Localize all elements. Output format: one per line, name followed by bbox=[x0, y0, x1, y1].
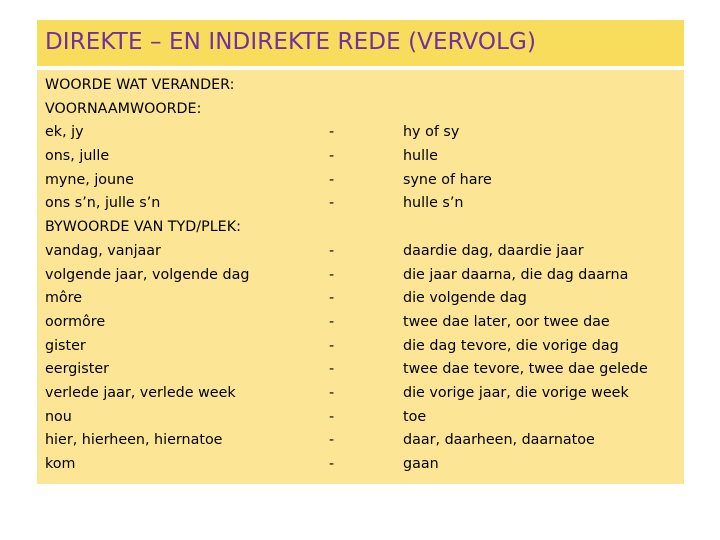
indirect-word bbox=[403, 216, 683, 240]
direct-word: vandag, vanjaar bbox=[45, 242, 161, 259]
direct-word: hier, hierheen, hiernatoe bbox=[45, 432, 223, 449]
direct-word: BYWOORDE VAN TYD/PLEK: bbox=[45, 219, 241, 236]
dash: - bbox=[329, 148, 335, 165]
dash: - bbox=[329, 337, 335, 354]
dash bbox=[329, 74, 349, 98]
indirect-word: die volgende dag bbox=[403, 290, 527, 307]
direct-word: VOORNAAMWOORDE: bbox=[45, 100, 202, 117]
direct-word: ek, jy bbox=[45, 124, 84, 141]
indirect-word bbox=[403, 74, 683, 98]
direct-word: nou bbox=[45, 408, 72, 425]
dash: - bbox=[329, 242, 335, 259]
dash: - bbox=[329, 313, 335, 330]
indirect-word: syne of hare bbox=[403, 171, 492, 188]
dash: - bbox=[329, 456, 335, 472]
indirect-word: die vorige jaar, die vorige week bbox=[403, 384, 629, 401]
direct-word: volgende jaar, volgende dag bbox=[45, 266, 250, 283]
dash bbox=[329, 216, 349, 240]
dash: - bbox=[329, 384, 335, 401]
dash-column bbox=[329, 74, 349, 477]
indirect-word: hulle bbox=[403, 148, 438, 165]
direct-word: oormôre bbox=[45, 313, 106, 330]
indirect-word: gaan bbox=[403, 456, 439, 472]
title-bar bbox=[37, 20, 684, 66]
indirect-word: twee dae tevore, twee dae gelede bbox=[403, 361, 648, 378]
direct-word: eergister bbox=[45, 361, 109, 378]
direct-word: ons, julle bbox=[45, 148, 110, 165]
dash: - bbox=[329, 195, 335, 212]
dash: - bbox=[329, 432, 335, 449]
indirect-word: toe bbox=[403, 408, 427, 425]
dash: - bbox=[329, 290, 335, 307]
indirect-word: hulle s’n bbox=[403, 195, 464, 212]
direct-word: verlede jaar, verlede week bbox=[45, 384, 236, 401]
dash: - bbox=[329, 266, 335, 283]
direct-word: ons s’n, julle s’n bbox=[45, 195, 161, 212]
direct-word: gister bbox=[45, 337, 86, 354]
slide-title: DIREKTE – EN INDIREKTE REDE (VERVOLG) bbox=[45, 29, 537, 55]
content-panel bbox=[37, 70, 684, 484]
indirect-word: daardie dag, daardie jaar bbox=[403, 242, 584, 259]
indirect-speech-column bbox=[403, 74, 683, 477]
dash: - bbox=[329, 124, 335, 141]
direct-word: môre bbox=[45, 290, 83, 307]
dash bbox=[329, 98, 349, 122]
direct-word: WOORDE WAT VERANDER: bbox=[45, 77, 235, 93]
indirect-word: die dag tevore, die vorige dag bbox=[403, 337, 619, 354]
indirect-word: die jaar daarna, die dag daarna bbox=[403, 266, 629, 283]
indirect-word: twee dae later, oor twee dae bbox=[403, 313, 610, 330]
direct-word: kom bbox=[45, 456, 76, 472]
dash: - bbox=[329, 171, 335, 188]
dash: - bbox=[329, 408, 335, 425]
direct-word: myne, joune bbox=[45, 171, 134, 188]
indirect-word: daar, daarheen, daarnatoe bbox=[403, 432, 595, 449]
indirect-word: hy of sy bbox=[403, 124, 460, 141]
direct-speech-column bbox=[45, 74, 315, 477]
dash: - bbox=[329, 361, 335, 378]
indirect-word bbox=[403, 98, 683, 122]
